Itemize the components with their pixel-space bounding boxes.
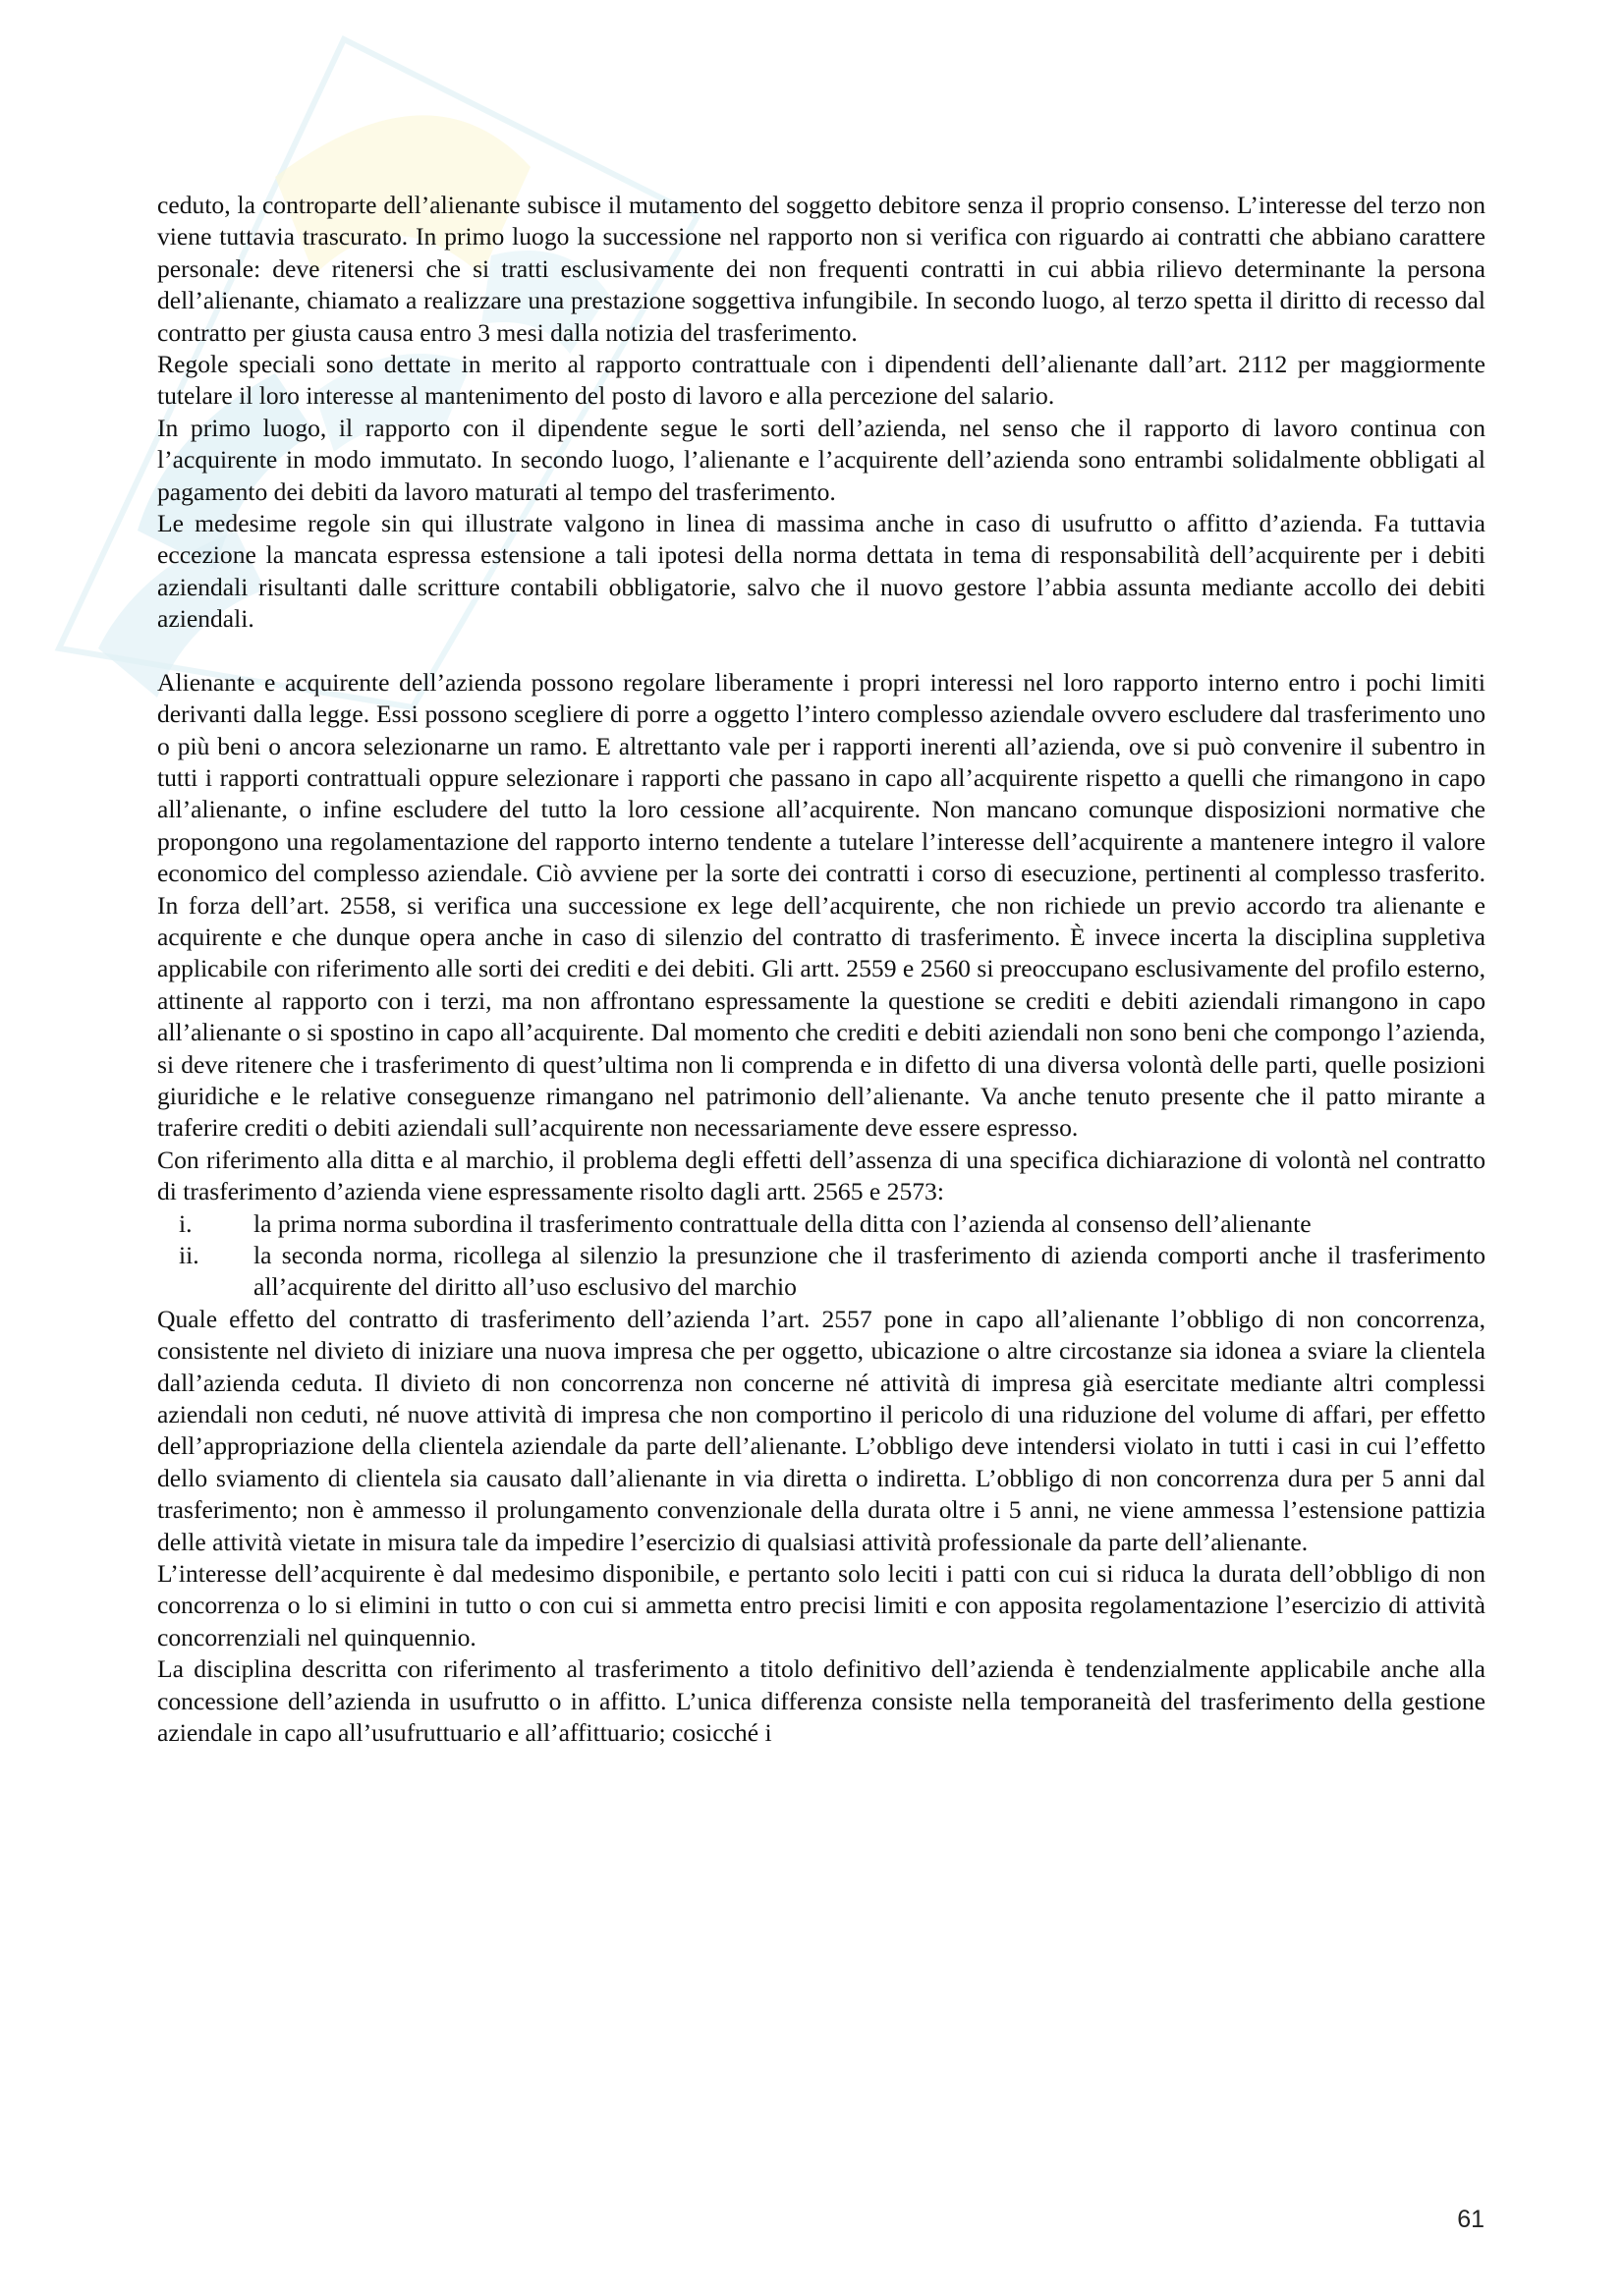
paragraph: Le medesime regole sin qui illustrate valgono in linea di massima anche in caso di usufrutto o affitto d’azienda. Fa tuttavia eccezione la mancata espressa estensione a tali ipotesi della norma dettata in tema di responsabilità dell’acquirente per i debiti aziendali risultanti dalle scritture contabili obbligatorie, salvo che il nuovo gestore l’abbia assunta mediante accollo dei debiti aziendali. [157,509,1485,634]
paragraph: Regole speciali sono dettate in merito al rapporto contrattuale con i dipendenti dell’alienante dall’art. 2112 per maggiormente tutelare il loro interesse al mantenimento del posto di lavoro e alla percezione del salario. [157,350,1485,411]
paragraph: In primo luogo, il rapporto con il dipendente segue le sorti dell’azienda, nel senso che il rapporto di lavoro continua con l’acquirente in modo immutato. In secondo luogo, l’alienante e l’acquirente dell’azienda sono entrambi solidalmente obbligati al pagamento dei debiti da lavoro maturati al tempo del trasferimento. [157,413,1485,506]
list-marker: ii. [179,1241,199,1269]
list-item [157,1208,1485,1240]
list-item-text: la prima norma subordina il trasferimento contrattuale della ditta con l’azienda al consenso dell’alienante [253,1208,1312,1238]
paragraph: L’interesse dell’acquirente è dal medesimo disponibile, e pertanto solo leciti i patti con cui si riduca la durata dell’obbligo di non concorrenza o lo si elimini in tutto o con cui si ammetta entro precisi limiti e con apposita regolamentazione l’esercizio di attività concorrenziali nel quinquennio. [157,1559,1485,1651]
page-number: 61 [1457,2206,1484,2233]
paragraph: Con riferimento alla ditta e al marchio, il problema degli effetti dell’assenza di una specifica dichiarazione di volontà nel contratto di trasferimento d’azienda viene espressamente risolto dagli artt. 2565 e 2573: [157,1145,1485,1206]
paragraph: Alienante e acquirente dell’azienda possono regolare liberamente i propri interessi nel loro rapporto interno entro i pochi limiti derivanti dalla legge. Essi possono scegliere di porre a oggetto l’intero complesso aziendale ovvero escludere dal trasferimento uno o più beni o ancora selezionarne un ramo. E altrettanto vale per i rapporti inerenti all’azienda, ove si può convenire il subentro in tutti i rapporti contrattuali oppure selezionare i rapporti che passano in capo all’acquirente rispetto a quelli che rimangono in capo all’alienante, o infine escludere del tutto la loro cessione all’acquirente. Non mancano comunque disposizioni normative che propongono una regolamentazione del rapporto interno tendente a tutelare l’interesse dell’acquirente a mantenere integro il valore economico del complesso aziendale. Ciò avviene per la sorte dei contratti i corso di esecuzione, pertinenti al complesso trasferito. In forza dell’art. 2558, si verifica una successione ex lege dell’acquirente, che non richiede un previo accordo tra alienante e acquirente e che dunque opera anche in caso di silenzio del contratto di trasferimento. È invece incerta la disciplina suppletiva applicabile con riferimento alle sorti dei crediti e dei debiti. Gli artt. 2559 e 2560 si preoccupano esclusivamente del profilo esterno, attinente al rapporto con i terzi, ma non affrontano espressamente la questione se crediti e debiti aziendali rimangono in capo all’alienante o si spostino in capo all’acquirente. Dal momento che crediti e debiti aziendali non sono beni che compongo l’azienda, si deve ritenere che i trasferimento di quest’ultima non li comprenda e in difetto di una diversa volontà delle parti, quelle posizioni giuridiche e le relative conseguenze rimangano nel patrimonio dell’alienante. Va anche tenuto presente che il patto mirante a traferire crediti o debiti aziendali sull’acquirente non necessariamente deve essere espresso. [157,667,1485,1143]
roman-list [157,1208,1485,1304]
list-item-text: la seconda norma, ricollega al silenzio la presunzione che il trasferimento di azienda comporti anche il trasferimento all’acquirente del diritto all’uso esclusivo del marchio [253,1241,1485,1302]
list-marker: i. [179,1208,193,1238]
paragraph: La disciplina descritta con riferimento al trasferimento a titolo definitivo dell’azienda è tendenzialmente applicabile anche alla concessione dell’azienda in usufrutto o in affitto. L’unica differenza consiste nella temporaneità del trasferimento della gestione aziendale in capo all’usufruttuario e all’affittuario; cosicché i [157,1654,1485,1748]
paragraph: ceduto, la controparte dell’alienante subisce il mutamento del soggetto debitore senza il proprio consenso. L’interesse del terzo non viene tuttavia trascurato. In primo luogo la successione nel rapporto non si verifica con riguardo ai contratti che abbiano carattere personale: deve ritenersi che si tratti esclusivamente dei non frequenti contratti in cui abbia rilievo determinante la persona dell’alienante, chiamato a realizzare una prestazione soggettiva infungibile. In secondo luogo, al terzo spetta il diritto di recesso dal contratto per giusta causa entro 3 mesi dalla notizia del trasferimento. [157,191,1485,347]
document-body [157,190,1485,1750]
list-item [157,1240,1485,1304]
paragraph: Quale effetto del contratto di trasferimento dell’azienda l’art. 2557 pone in capo all’alienante l’obbligo di non concorrenza, consistente nel divieto di iniziare una nuova impresa che per oggetto, ubicazione o altre circostanze sia idonea a sviare la clientela dall’azienda ceduta. Il divieto di non concorrenza non concerne né attività di impresa già esercitate mediante altri complessi aziendali non ceduti, né nuove attività di impresa che non comportino il pericolo di una riduzione del volume di affari, per effetto dell’appropriazione della clientela aziendale da parte dell’alienante. L’obbligo deve intendersi violato in tutti i casi in cui l’effetto dello sviamento di clientela sia causato dall’alienante in via diretta o indiretta. L’obbligo di non concorrenza dura per 5 anni dal trasferimento; non è ammesso il prolungamento convenzionale della durata oltre i 5 anni, ne viene ammessa l’estensione pattizia delle attività vietate in misura tale da impedire l’esercizio di qualsiasi attività professionale da parte dell’alienante. [157,1304,1485,1556]
